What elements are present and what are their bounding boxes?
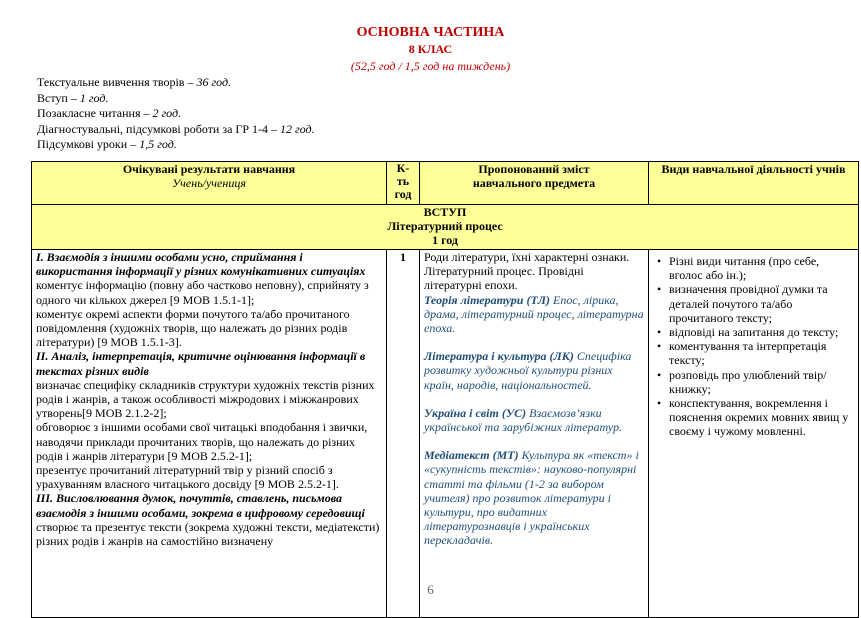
header-hours: К- ть год <box>387 162 420 205</box>
list-item: • коментування та інтерпретація тексту; <box>669 339 854 367</box>
section-heading: ВСТУП Літературний процес 1 год <box>32 205 859 250</box>
list-item: • конспектування, вокремлення і пояснення окремих мовних явищ у своєму і чужому мовленні. <box>669 396 854 439</box>
content-block-label: Теорія літератури (ТЛ) <box>424 292 551 307</box>
content-block-text: Взаємозв’язки української та зарубіжних літератур. <box>424 405 623 435</box>
list-item: • Різні види читання (про себе, вголос або ін.); <box>669 254 854 282</box>
allocation-item: Текстуальне вивчення творів – 36 год. <box>37 75 232 89</box>
content-block <box>424 293 644 336</box>
content-block-text: Культура як «текст» і «сукупність текстів»: науково-популярні статті та фільми (1-2 за вибором учителя) про розвиток літератури і культури, про видатних літературознавців і українських перекладачів. <box>424 448 639 548</box>
allocation-item: Вступ – 1 год. <box>37 90 109 105</box>
list-item: • визначення провідної думки та деталей почутого та/або прочитаного тексту; <box>669 282 854 325</box>
table-header-row <box>32 162 859 205</box>
hours-allocation <box>37 75 315 153</box>
header-content: Пропонований зміст навчального предмета <box>420 162 649 205</box>
results-cell <box>32 250 387 618</box>
allocation-item: Діагностувальні, підсумкові роботи за ГР 1-4 – 12 год. <box>37 121 315 136</box>
content-cell <box>420 250 649 618</box>
content-block-label: Україна і світ (УС) <box>424 405 527 420</box>
results-group-heading: ІІІ. Висловлювання думок, почуттів, ставлень, письмова взаємодія з іншими особами, зокрема в цифровому середовищі <box>36 491 365 520</box>
content-block <box>424 406 644 434</box>
page-number: 6 <box>427 582 434 597</box>
header-results: Очікувані результати навчання Учень/учениця <box>32 162 387 205</box>
list-item: • розповідь про улюблений твір/книжку; <box>669 368 854 396</box>
results-item: створює та презентує тексти (зокрема художні тексти, медіатексти) різних родів і жанрів на самостійно визначену <box>36 519 380 549</box>
list-item: • відповіді на запитання до тексту; <box>669 325 854 339</box>
header-activities: Види навчальної діяльності учнів <box>649 162 859 205</box>
results-item: презентує прочитаний літературний твір у різний спосіб з урахуванням власного читацького досвіду [9 МОВ 2.5.2-1]. <box>36 463 339 492</box>
hours-per-week: (52,5 год / 1,5 год на тиждень) <box>350 59 511 73</box>
section-row <box>32 205 859 250</box>
grade-title: 8 КЛАС <box>408 42 453 56</box>
content-block-text: Специфіка розвитку художньої культури різних країн, народів, національностей. <box>424 349 632 392</box>
results-group-heading: І. Взаємодія з іншими особами усно, сприймання і використання інформації у різних комунікативних ситуаціях <box>36 250 366 279</box>
content-block-label: Література і культура (ЛК) <box>424 349 574 364</box>
results-item: коментує інформацію (повну або частково неповну), сприйняту з одного чи кількох джерел [9 МОВ 1.5.1-1]; <box>36 278 369 307</box>
allocation-item: Позакласне читання – 2 год. <box>37 106 182 120</box>
results-item: визначає специфіку складників структури художніх текстів різних родів і жанрів, а також особливості міжродових і міжжанрових утворень[9 МОВ 2.1.2-2]; <box>36 377 375 421</box>
activities-cell <box>649 250 859 618</box>
results-item: коментує окремі аспекти форми почутого та/або прочитаного повідомлення (художніх творів, що належать до різних родів літератури) [9 МОВ 1.5.1-3]. <box>36 306 350 350</box>
content-block <box>424 448 644 547</box>
activities-list <box>653 254 854 439</box>
hours-cell: 1 <box>387 250 420 618</box>
results-group-heading: ІІ. Аналіз, інтерпретація, критичне оцінювання інформації в текстах різних видів <box>36 349 366 378</box>
results-item: обговорює з іншими особами свої читацькі вподобання і звички, наводячи приклади прочитаних творів, що належать до різних родів і жанрів літератури [9 МОВ 2.5.2-1]; <box>36 420 368 463</box>
table-row <box>32 250 859 618</box>
allocation-item: Підсумкові уроки – 1,5 год. <box>37 137 177 151</box>
content-block-text: Епос, лірика, драма, літературний процес, літературна епоха. <box>424 292 644 336</box>
content-block-label: Медіатекст (МТ) <box>424 448 519 463</box>
curriculum-table <box>31 161 859 618</box>
content-intro: Роди літератури, їхні характерні ознаки. Літературний процес. Провідні літературні епохи. <box>424 250 630 293</box>
section-title: ОСНОВНА ЧАСТИНА <box>356 25 505 40</box>
content-block <box>424 349 644 392</box>
